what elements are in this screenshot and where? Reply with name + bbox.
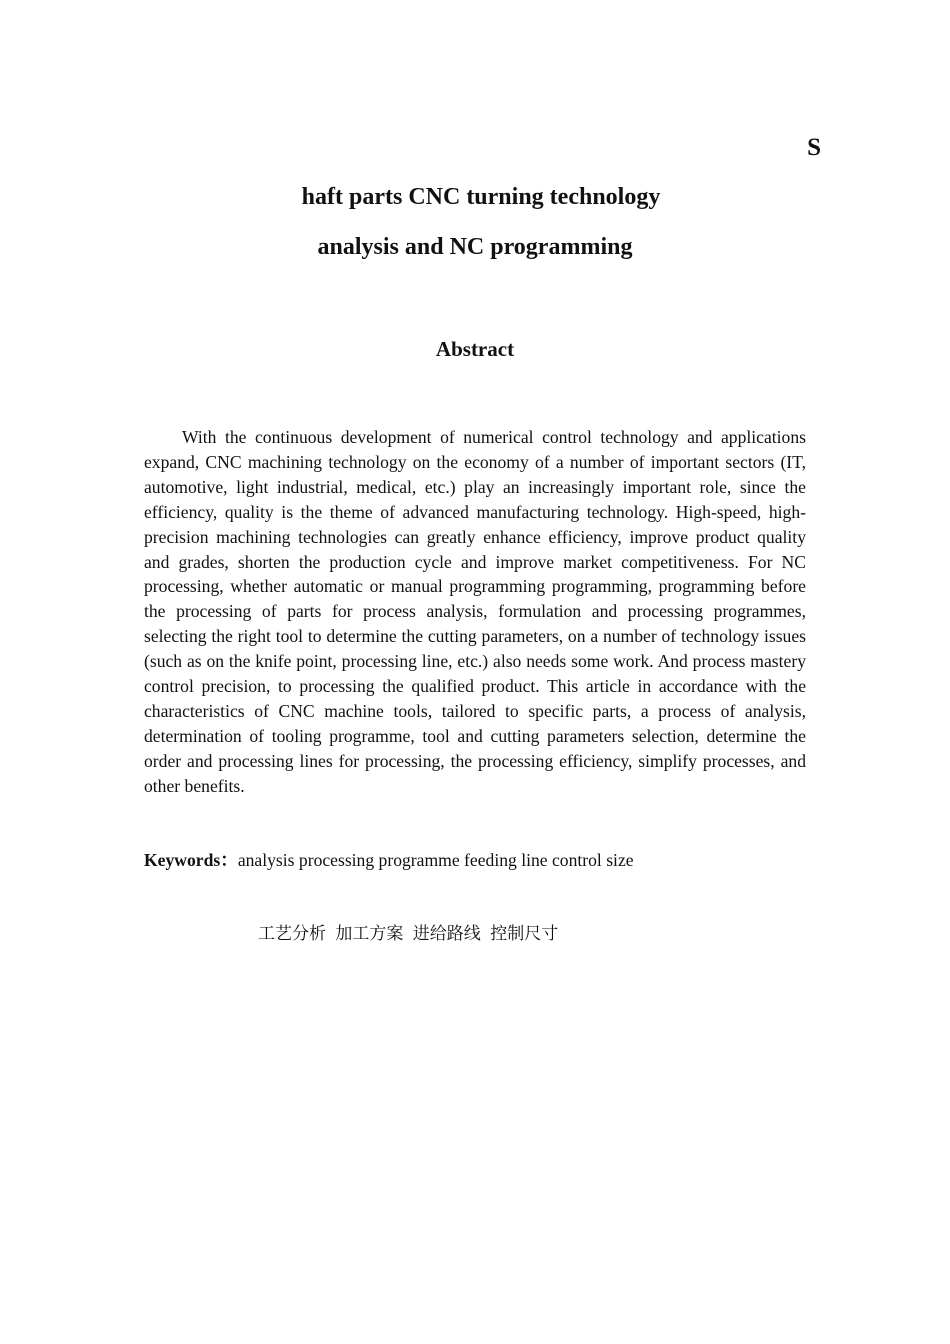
keywords-label: Keywords：	[144, 850, 238, 870]
keywords-value: analysis processing programme feeding line control size	[237, 850, 634, 870]
keywords-line	[144, 848, 634, 872]
title-line-2: analysis and NC programming	[317, 234, 633, 260]
abstract-body: With the continuous development of numerical control technology and applications expand, CNC machining technology on the economy of a number of important sectors (IT, automotive, light industrial, medical, etc.) play an increasingly important role, since the efficiency, quality is the theme of advanced manufacturing technology. High-speed, high-precision machining technologies can greatly enhance efficiency, improve product quality and grades, shorten the production cycle and improve market competitiveness. For NC processing, whether automatic or manual programming programming, programming before the processing of parts for process analysis, formulation and processing programmes, selecting the right tool to determine the cutting parameters, on a number of technology issues (such as on the knife point, processing line, etc.) also needs some work. And process mastery control precision, to processing the qualified product. This article in accordance with the characteristics of CNC machine tools, tailored to specific parts, a process of analysis, determination of tooling programme, tool and cutting parameters selection, determine the order and processing lines for processing, the processing efficiency, simplify processes, and other benefits.	[144, 427, 806, 796]
title-line-1: haft parts CNC turning technology	[301, 184, 661, 210]
title-drop-letter: S	[807, 134, 821, 161]
abstract-heading: Abstract	[435, 337, 515, 361]
chinese-keywords: 工艺分析 加工方案 进给路线 控制尺寸	[258, 924, 559, 944]
